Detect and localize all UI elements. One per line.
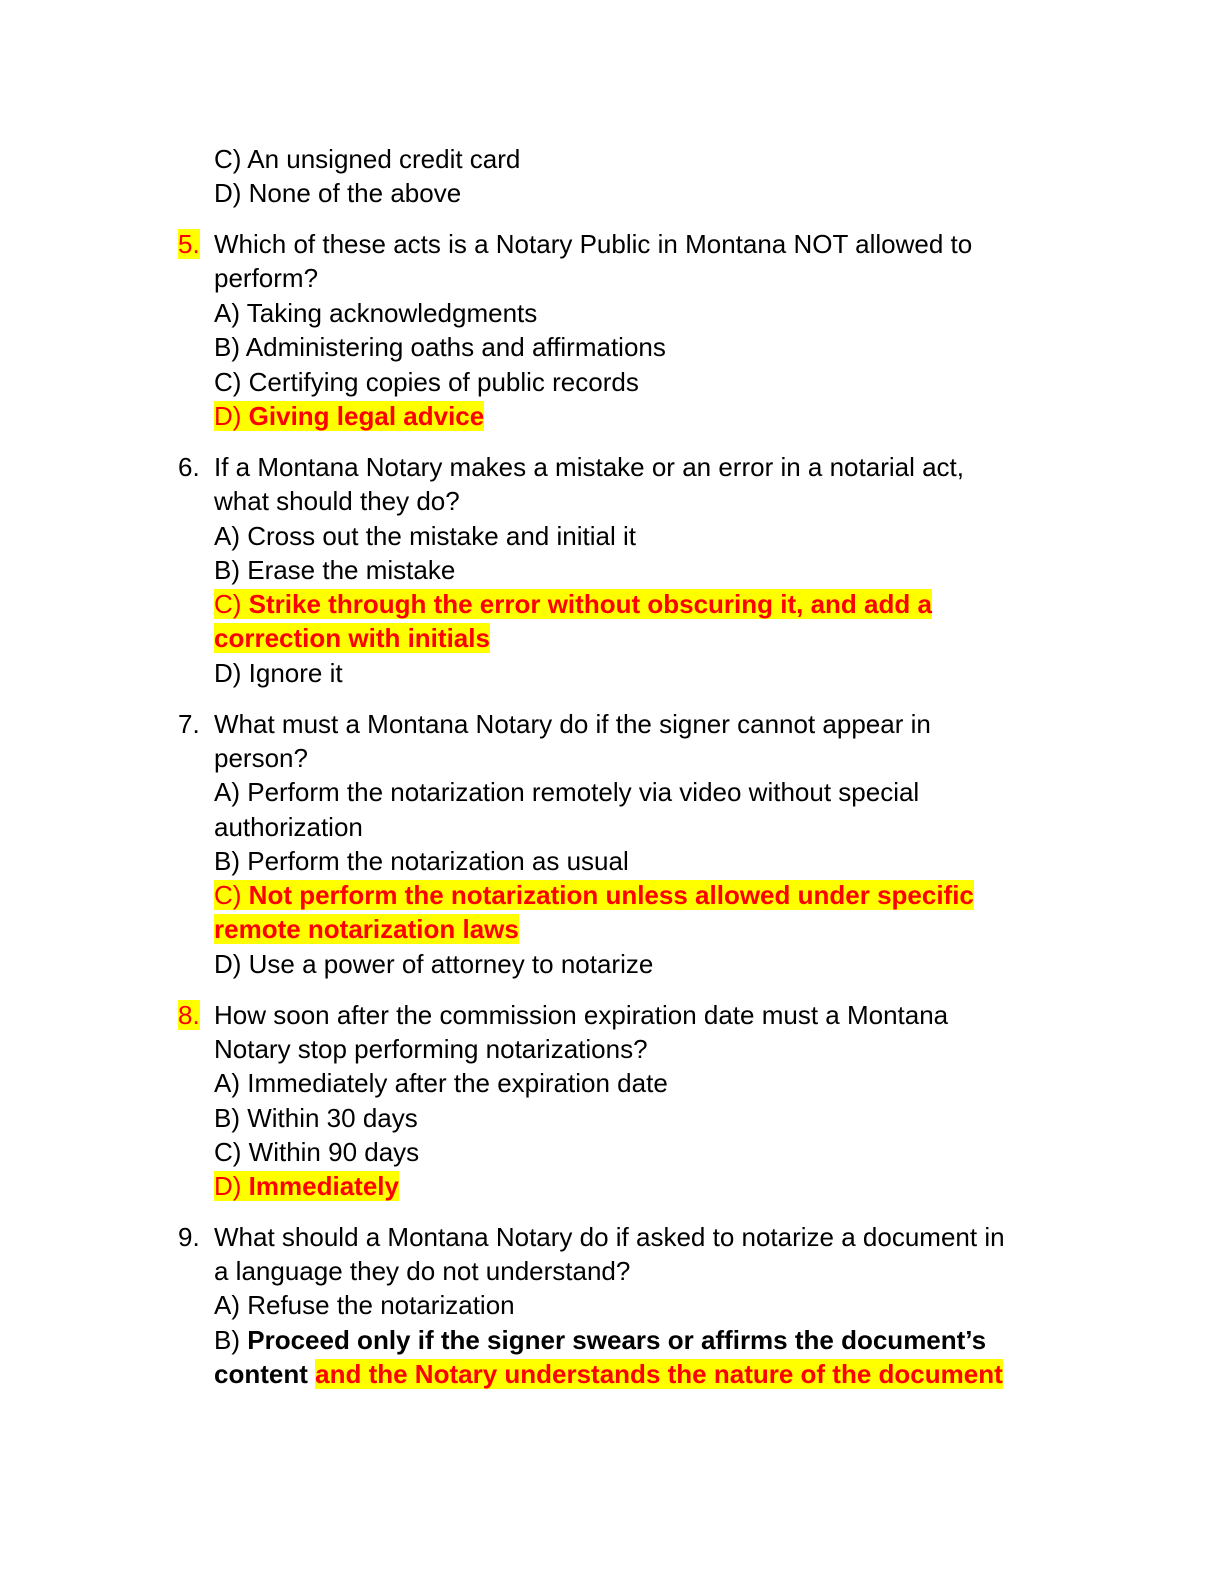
q8-number: 8. xyxy=(178,1000,200,1030)
q9-number: 9. xyxy=(178,1222,200,1252)
q9-option-b-red-text: and the Notary understands the nature of the document xyxy=(315,1359,1003,1389)
q5-option-a: A) Taking acknowledgments xyxy=(214,298,538,328)
q8-option-c: C) Within 90 days xyxy=(214,1137,420,1167)
q8-option-d-text: Immediately xyxy=(248,1171,399,1201)
q6-stem-line-1: If a Montana Notary makes a mistake or an error in a notarial act, xyxy=(214,452,965,482)
q9-option-b-bold-1: Proceed only if the signer swears or affirms the document’s xyxy=(247,1325,987,1355)
q6-option-c-answer-line-1 xyxy=(214,589,932,623)
q8-option-b: B) Within 30 days xyxy=(214,1103,418,1133)
q6-option-c-prefix: C) xyxy=(214,589,249,619)
q7-option-b: B) Perform the notarization as usual xyxy=(214,846,629,876)
q7-option-a-line-2: authorization xyxy=(214,812,363,842)
q7-stem-line-2: person? xyxy=(214,743,308,773)
q6-option-d: D) Ignore it xyxy=(214,658,343,688)
q9-option-b-bold-2: content xyxy=(214,1359,308,1389)
q5-stem-line-2: perform? xyxy=(214,263,319,293)
q7-option-c-answer-line-2 xyxy=(214,914,519,948)
q9-option-a: A) Refuse the notarization xyxy=(214,1290,515,1320)
q9-stem-line-2: a language they do not understand? xyxy=(214,1256,631,1286)
q6-number: 6. xyxy=(178,452,200,482)
q6-stem-line-2: what should they do? xyxy=(214,486,460,516)
q7-option-c-answer-line-1 xyxy=(214,880,974,914)
q6-option-b: B) Erase the mistake xyxy=(214,555,456,585)
q7-option-a-line-1: A) Perform the notarization remotely via video without special xyxy=(214,777,920,807)
q9-option-b-line-2 xyxy=(214,1359,1003,1393)
q8-option-d-prefix: D) xyxy=(214,1171,249,1201)
q6-option-a: A) Cross out the mistake and initial it xyxy=(214,521,636,551)
q7-option-c-text-2: remote notarization laws xyxy=(214,914,519,944)
q5-option-c: C) Certifying copies of public records xyxy=(214,367,639,397)
q5-option-d-prefix: D) xyxy=(214,401,249,431)
q7-stem-line-1: What must a Montana Notary do if the signer cannot appear in xyxy=(214,709,931,739)
q9-option-b-prefix: B) xyxy=(214,1325,248,1355)
q9-option-b-line-1 xyxy=(214,1325,986,1359)
q8-stem-line-1: How soon after the commission expiration date must a Montana xyxy=(214,1000,949,1030)
q7-option-c-prefix: C) xyxy=(214,880,249,910)
q5-option-d-answer xyxy=(214,401,484,435)
q6-option-c-text-1: Strike through the error without obscuring it, and add a xyxy=(248,589,932,619)
q5-number: 5. xyxy=(178,229,200,259)
q9-stem-line-1: What should a Montana Notary do if asked to notarize a document in xyxy=(214,1222,1005,1252)
q5-option-d-text: Giving legal advice xyxy=(248,401,485,431)
q4-option-d: D) None of the above xyxy=(214,178,462,208)
q6-option-c-answer-line-2 xyxy=(214,623,490,657)
q7-option-d: D) Use a power of attorney to notarize xyxy=(214,949,654,979)
q8-option-a: A) Immediately after the expiration date xyxy=(214,1068,668,1098)
q8-stem-line-2: Notary stop performing notarizations? xyxy=(214,1034,648,1064)
q5-option-b: B) Administering oaths and affirmations xyxy=(214,332,666,362)
q7-number: 7. xyxy=(178,709,200,739)
q5-stem-line-1: Which of these acts is a Notary Public in Montana NOT allowed to xyxy=(214,229,973,259)
q8-option-d-answer xyxy=(214,1171,399,1205)
q6-option-c-text-2: correction with initials xyxy=(214,623,490,653)
q4-option-c: C) An unsigned credit card xyxy=(214,144,521,174)
q7-option-c-text-1: Not perform the notarization unless allowed under specific xyxy=(248,880,974,910)
